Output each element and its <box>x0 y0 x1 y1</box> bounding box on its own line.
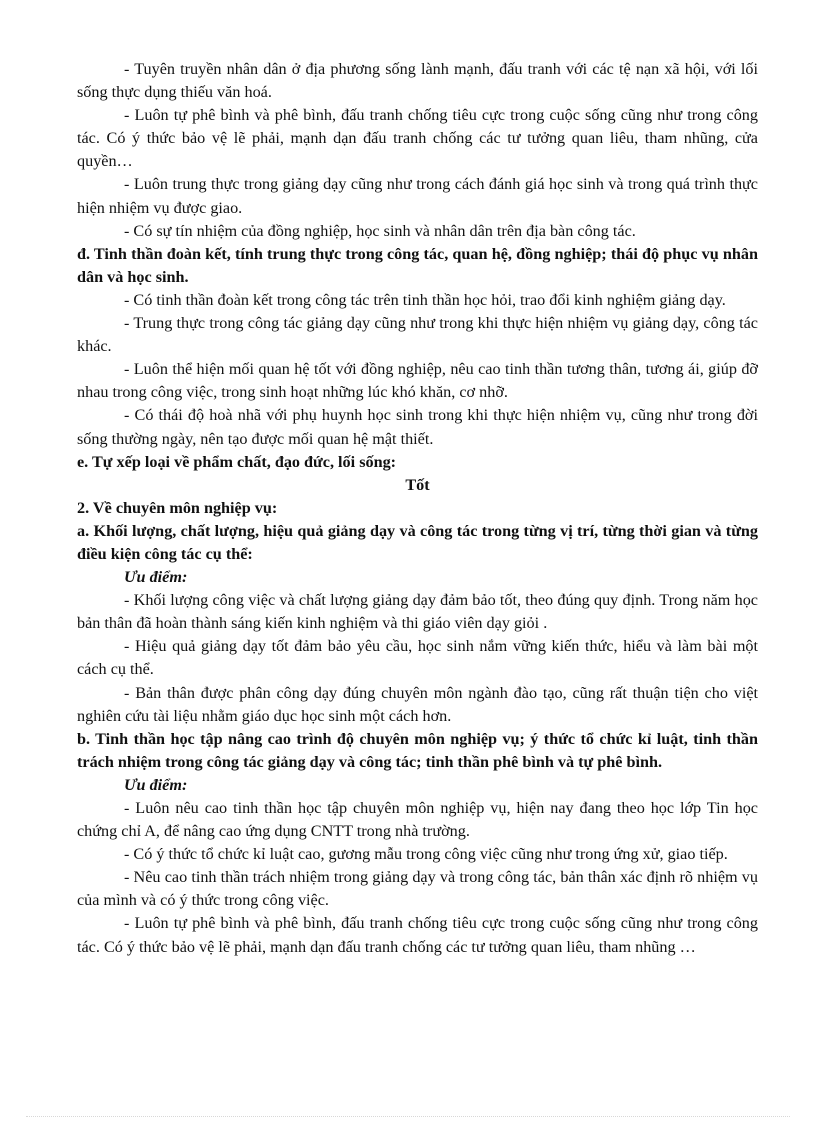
heading-professional: 2. Về chuyên môn nghiệp vụ: <box>77 498 278 517</box>
heading-learning-discipline: b. Tinh thần học tập nâng cao trình độ chuyên môn nghiệp vụ; ý thức tổ chức kỉ luật, tinh thần trách nhiệm trong công tác giảng dạy và công tác; tinh thần phê bình và tự phê bình. <box>77 729 758 771</box>
heading-workload-quality: a. Khối lượng, chất lượng, hiệu quả giảng dạy và công tác trong từng vị trí, từng thời gian và từng điều kiện công tác cụ thể: <box>77 521 758 563</box>
paragraph-parents-attitude: - Có thái độ hoà nhã với phụ huynh học sinh trong khi thực hiện nhiệm vụ, cũng như trong đời sống thường ngày, nên tạo được mối quan hệ mật thiết. <box>77 406 758 448</box>
paragraph-study: - Luôn nêu cao tinh thần học tập chuyên môn nghiệp vụ, hiện nay đang theo học lớp Tin học chứng chỉ A, để nâng cao ứng dụng CNTT trong nhà trường. <box>77 799 758 841</box>
paragraph-trust: - Có sự tín nhiệm của đồng nghiệp, học sinh và nhân dân trên địa bàn công tác. <box>124 221 636 240</box>
subheading-strengths-a: Ưu điểm: <box>124 568 188 587</box>
heading-solidarity: đ. Tinh thần đoàn kết, tính trung thực trong công tác, quan hệ, đồng nghiệp; thái độ phục vụ nhân dân và học sinh. <box>77 244 758 286</box>
paragraph-effectiveness: - Hiệu quả giảng dạy tốt đảm bảo yêu cầu, học sinh nắm vững kiến thức, hiểu và làm bài một cách cụ thể. <box>77 637 758 679</box>
page-bottom-divider <box>26 1116 790 1117</box>
subheading-strengths-b: Ưu điểm: <box>124 775 188 794</box>
paragraph-responsibility: - Nêu cao tinh thần trách nhiệm trong giảng dạy và trong công tác, bản thân xác định rõ nhiệm vụ của mình và có ý thức trong công việc. <box>77 868 758 910</box>
document-page <box>77 58 758 959</box>
paragraph-honesty-teaching: - Luôn trung thực trong giảng dạy cũng như trong cách đánh giá học sinh và trong quá trình thực hiện nhiệm vụ được giao. <box>77 175 758 217</box>
paragraph-workload: - Khối lượng công việc và chất lượng giảng dạy đảm bảo tốt, theo đúng quy định. Trong năm học bản thân đã hoàn thành sáng kiến kinh nghiệm và thi giáo viên dạy giỏi . <box>77 591 758 633</box>
paragraph-honest-work: - Trung thực trong công tác giảng dạy cũng như trong khi thực hiện nhiệm vụ giảng dạy, công tác khác. <box>77 314 758 356</box>
heading-self-rating: e. Tự xếp loại về phẩm chất, đạo đức, lối sống: <box>77 452 397 471</box>
paragraph-propaganda: - Tuyên truyền nhân dân ở địa phương sống lành mạnh, đấu tranh với các tệ nạn xã hội, với lối sống thực dụng thiếu văn hoá. <box>77 60 758 102</box>
paragraph-colleague-relations: - Luôn thể hiện mối quan hệ tốt với đồng nghiệp, nêu cao tinh thần tương thân, tương ái, giúp đỡ nhau trong công việc, trong sinh hoạt những lúc khó khăn, cơ nhỡ. <box>77 360 758 402</box>
self-rating-value: Tốt <box>405 475 430 494</box>
paragraph-self-criticism: - Luôn tự phê bình và phê bình, đấu tranh chống tiêu cực trong cuộc sống cũng như trong công tác. Có ý thức bảo vệ lẽ phải, mạnh dạn đấu tranh chống các tư tưởng quan liêu, tham nhũng, cửa quyền… <box>77 106 758 171</box>
paragraph-assignment: - Bản thân được phân công dạy đúng chuyên môn ngành đào tạo, cũng rất thuận tiện cho việt nghiên cứu tài liệu nhằm giáo dục học sinh một cách hơn. <box>77 683 758 725</box>
paragraph-self-criticism-2: - Luôn tự phê bình và phê bình, đấu tranh chống tiêu cực trong cuộc sống cũng như trong công tác. Có ý thức bảo vệ lẽ phải, mạnh dạn đấu tranh chống các tư tưởng quan liêu, tham nhũng … <box>77 914 758 956</box>
paragraph-solidarity: - Có tinh thần đoàn kết trong công tác trên tinh thần học hỏi, trao đổi kinh nghiệm giảng dạy. <box>124 290 726 309</box>
paragraph-discipline: - Có ý thức tổ chức kỉ luật cao, gương mẫu trong công việc cũng như trong ứng xử, giao tiếp. <box>124 845 728 864</box>
